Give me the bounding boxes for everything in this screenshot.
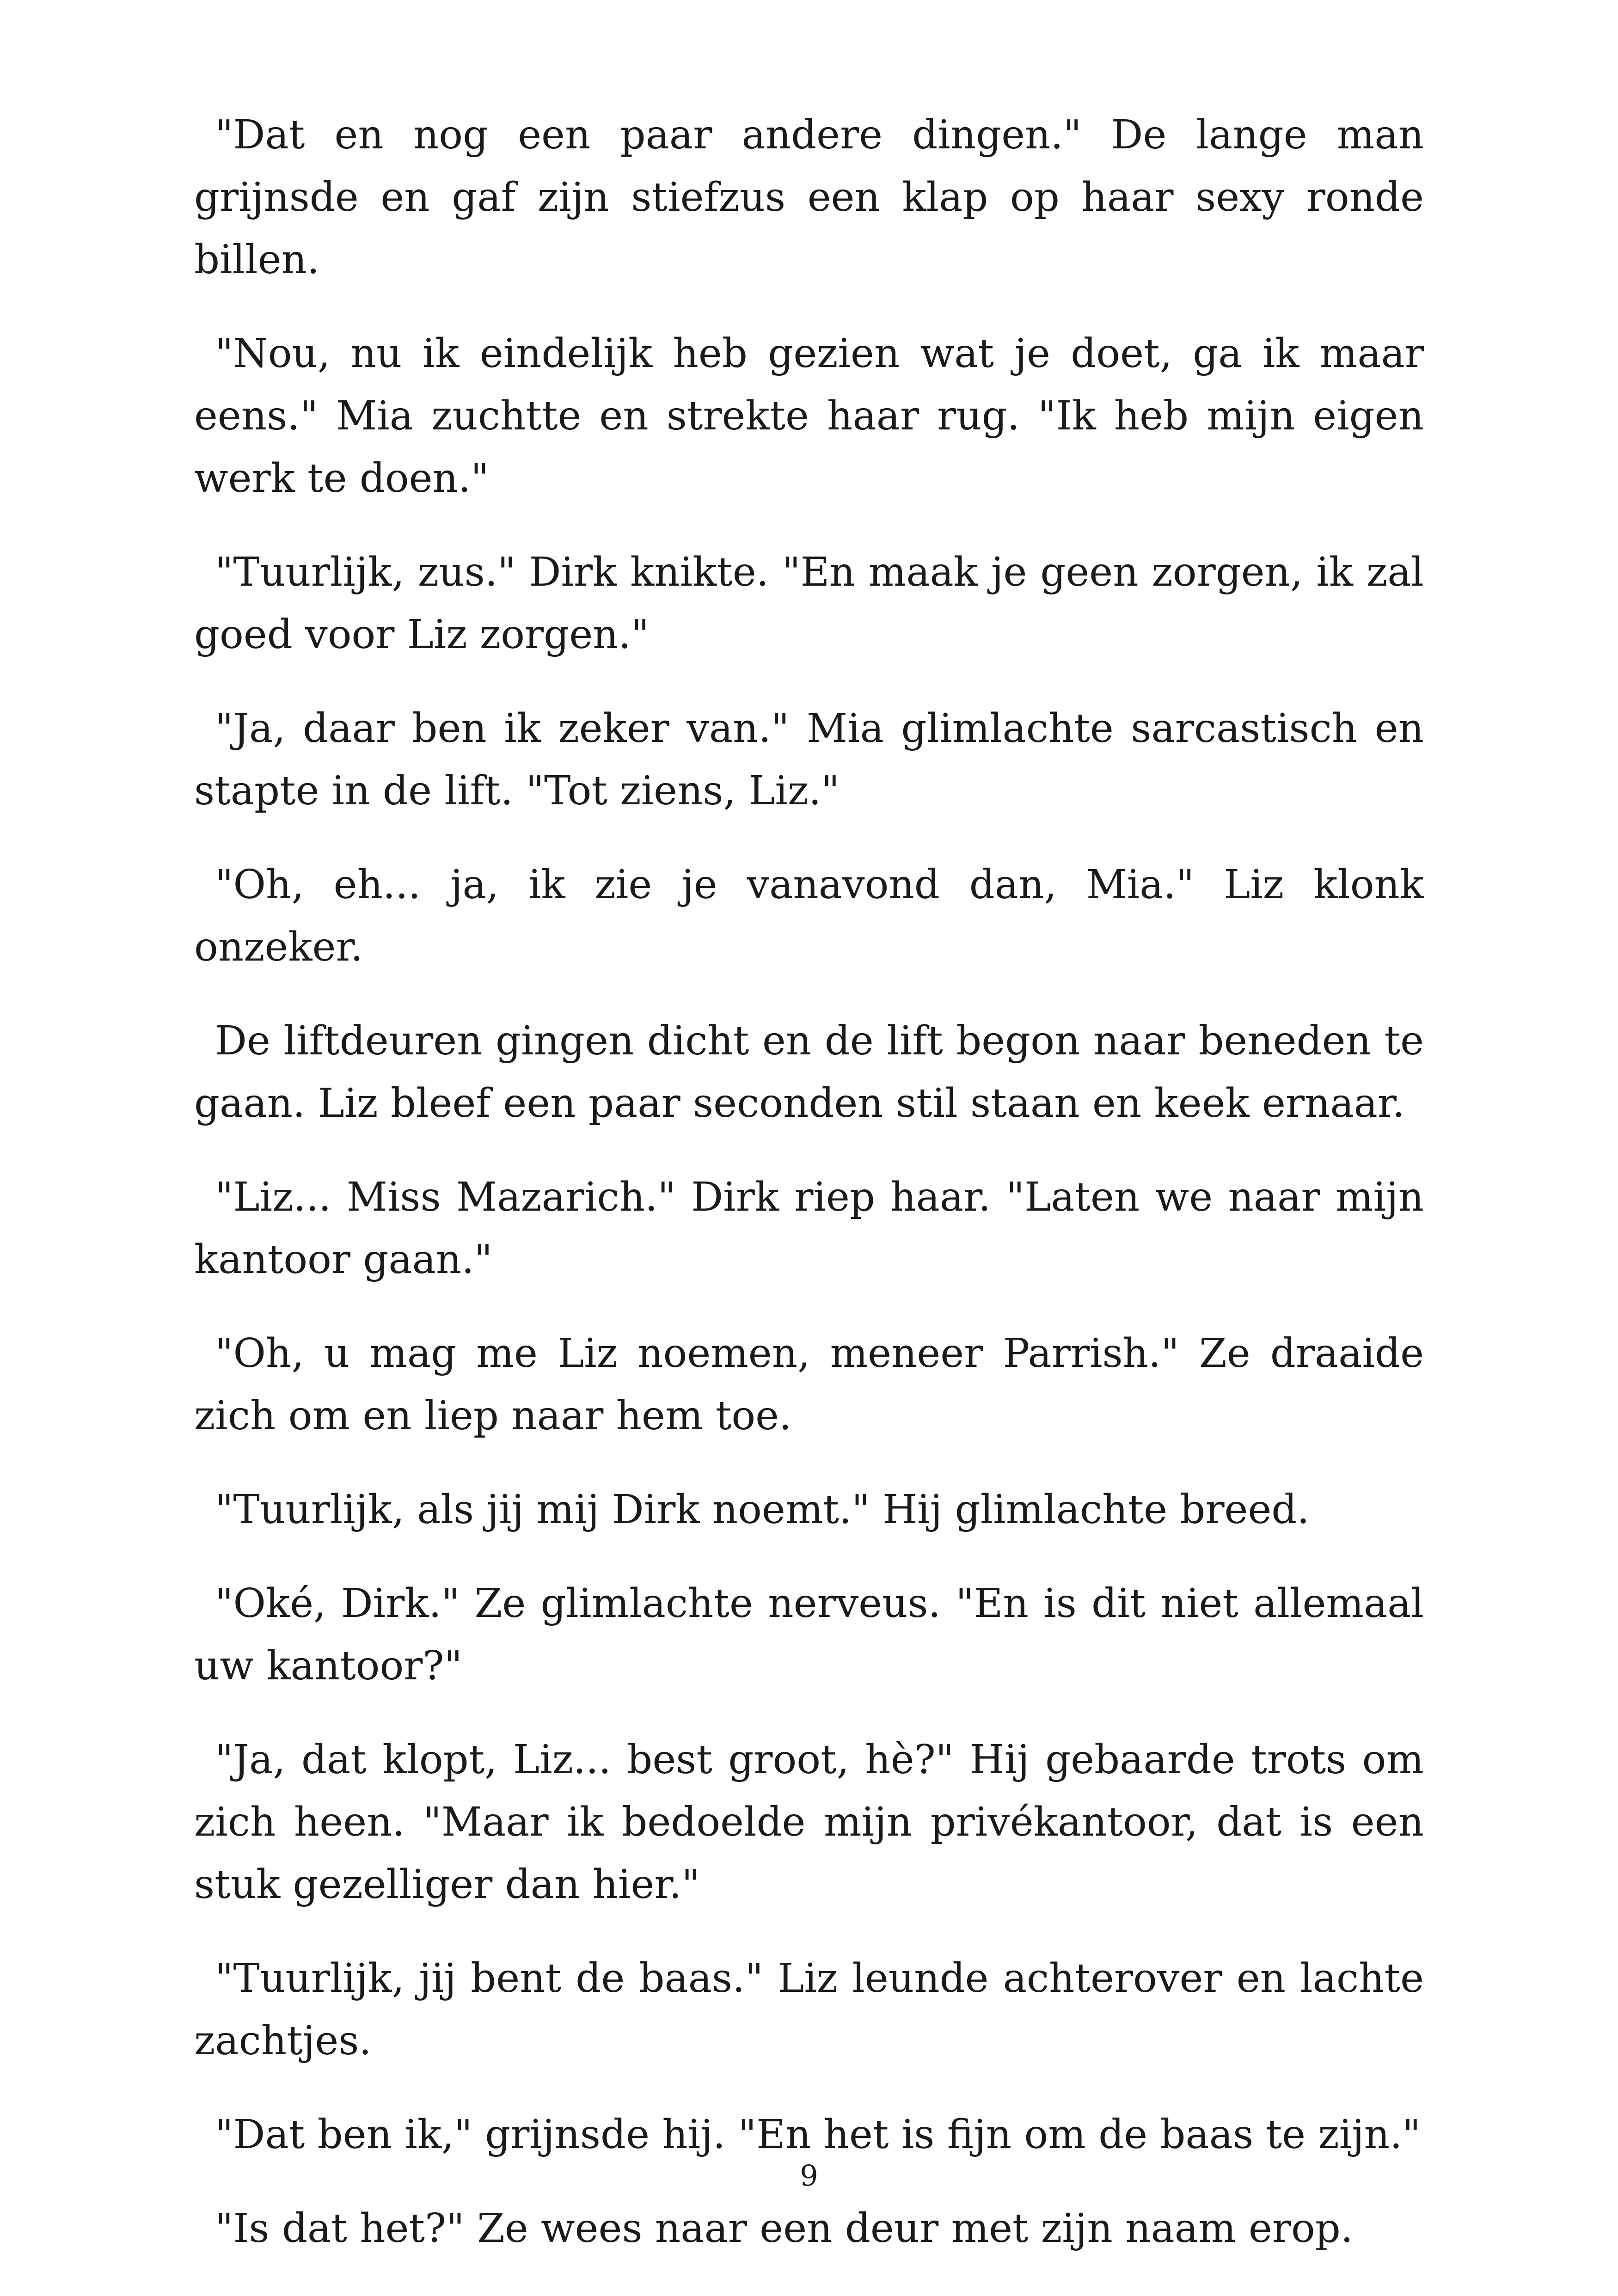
page-number: 9: [800, 2159, 818, 2192]
paragraph: "Is dat het?" Ze wees naar een deur met zijn naam erop.: [215, 2205, 1354, 2252]
paragraph: "Tuurlijk, zus." Dirk knikte. "En maak je geen zorgen, ik zal goed voor Liz zorgen.": [194, 549, 1424, 658]
paragraph: "Oké, Dirk." Ze glimlachte nerveus. "En is dit niet allemaal uw kantoor?": [194, 1580, 1424, 1689]
paragraph: "Oh, eh... ja, ik zie je vanavond dan, Mia." Liz klonk onzeker.: [194, 862, 1424, 970]
paragraph: "Nou, nu ik eindelijk heb gezien wat je doet, ga ik maar eens." Mia zuchtte en strekte haar rug. "Ik heb mijn eigen werk te doen.": [194, 331, 1424, 502]
page-body-text: [194, 104, 1424, 2291]
paragraph: "Ja, dat klopt, Liz... best groot, hè?" Hij gebaarde trots om zich heen. "Maar ik bedoelde mijn privékantoor, dat is een stuk gezelliger dan hier.": [194, 1737, 1424, 1908]
paragraph: "Liz... Miss Mazarich." Dirk riep haar. "Laten we naar mijn kantoor gaan.": [194, 1174, 1424, 1283]
paragraph: De liftdeuren gingen dicht en de lift begon naar beneden te gaan. Liz bleef een paar seconden stil staan en keek ernaar.: [194, 1018, 1424, 1127]
paragraph: "Dat ben ik," grijnsde hij. "En het is fijn om de baas te zijn.": [215, 2112, 1421, 2158]
paragraph: "Ja, daar ben ik zeker van." Mia glimlachte sarcastisch en stapte in de lift. "Tot ziens, Liz.": [194, 705, 1424, 814]
paragraph: "Dat en nog een paar andere dingen." De lange man grijnsde en gaf zijn stiefzus een klap op haar sexy ronde billen.: [194, 112, 1424, 283]
paragraph: "Oh, u mag me Liz noemen, meneer Parrish." Ze draaide zich om en liep naar hem toe.: [194, 1330, 1424, 1439]
paragraph: "Tuurlijk, jij bent de baas." Liz leunde achterover en lachte zachtjes.: [194, 1955, 1424, 2064]
paragraph: "Tuurlijk, als jij mij Dirk noemt." Hij glimlachte breed.: [215, 1487, 1310, 1533]
